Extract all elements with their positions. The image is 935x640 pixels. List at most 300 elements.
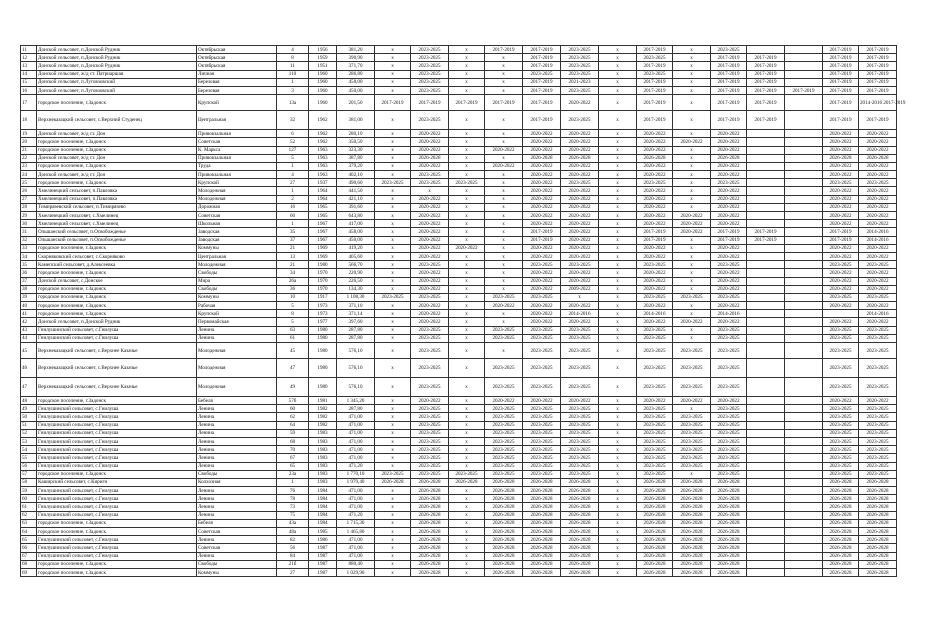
repair-period-cell: 2017-2019 <box>747 78 785 86</box>
repair-period-cell: х <box>449 130 485 138</box>
house-number-cell: 60 <box>277 212 309 220</box>
repair-period-cell: 2023-2025 <box>561 111 599 130</box>
house-number-cell: 62 <box>277 413 309 421</box>
repair-period-cell: 2026-2028 <box>637 536 673 544</box>
locality-cell: Верхнеказацкий сельсовет, с.Верхнее Казачье <box>37 378 197 397</box>
house-number-cell: 3 <box>277 86 309 94</box>
repair-period-cell: х <box>449 552 485 560</box>
repair-period-cell <box>747 470 785 478</box>
row-number-cell: 35 <box>21 261 37 269</box>
house-number-cell: 1 <box>277 78 309 86</box>
table-row <box>21 154 935 162</box>
house-number-cell: 84 <box>277 552 309 560</box>
repair-period-cell: 2026-2028 <box>711 544 747 552</box>
locality-cell: городское поселение, г.Задонск <box>37 528 197 536</box>
repair-period-cell <box>747 536 785 544</box>
street-cell: Молодежная <box>197 261 277 269</box>
repair-period-cell: 2026-2028 <box>637 552 673 560</box>
street-cell: Советская <box>197 212 277 220</box>
repair-period-cell: х <box>599 138 637 146</box>
row-number-cell: 62 <box>21 511 37 519</box>
repair-period-cell: 2017-2019 <box>747 62 785 70</box>
repair-period-cell: 2023-2025 <box>561 413 599 421</box>
repair-period-cell: 2023-2025 <box>485 359 523 378</box>
table-row <box>21 359 935 378</box>
table-row <box>21 130 935 138</box>
repair-period-cell: 2023-2025 <box>561 343 599 359</box>
area-cell: 220,90 <box>337 269 375 277</box>
repair-period-cell: 2020-2022 <box>637 138 673 146</box>
repair-period-cell: х <box>599 171 637 179</box>
repair-period-cell: 2020-2022 <box>673 138 711 146</box>
locality-cell: Верхнеказацкий сельсовет, с.Верхнее Казачье <box>37 343 197 359</box>
repair-period-cell: х <box>449 70 485 78</box>
repair-period-cell <box>785 203 823 211</box>
build-year-cell: 1967 <box>309 228 337 236</box>
repair-period-cell: х <box>375 437 411 445</box>
repair-period-cell: 2026-2028 <box>523 528 561 536</box>
area-cell: 201,50 <box>337 95 375 111</box>
repair-period-cell: 2020-2022 <box>449 244 485 252</box>
repair-period-cell: 2026-2028 <box>637 503 673 511</box>
repair-period-cell: 2026-2028 <box>523 519 561 527</box>
area-cell: 458,00 <box>337 228 375 236</box>
repair-period-cell <box>785 503 823 511</box>
table-row <box>21 261 935 269</box>
repair-period-cell: 2023-2025 <box>637 334 673 342</box>
row-number-cell: 37 <box>21 277 37 285</box>
table-row <box>21 220 935 228</box>
area-cell: 1 465,80 <box>337 528 375 536</box>
repair-period-cell: х <box>375 252 411 260</box>
area-cell: 471,00 <box>337 552 375 560</box>
locality-cell: Скорняковский сельсовет, с.Скорняково <box>37 252 197 260</box>
repair-period-cell: 2020-2022 <box>859 195 897 203</box>
repair-period-cell: 2020-2022 <box>711 195 747 203</box>
repair-period-cell: х <box>599 568 637 576</box>
house-number-cell: 57б <box>277 397 309 405</box>
repair-period-cell: 2020-2022 <box>637 203 673 211</box>
table-row <box>21 462 935 470</box>
repair-period-cell: х <box>673 326 711 334</box>
repair-period-cell: х <box>485 236 523 244</box>
area-cell: 323,30 <box>337 146 375 154</box>
repair-period-cell: 2026-2028 <box>523 154 561 162</box>
repair-period-cell: 2020-2022 <box>411 285 449 293</box>
repair-period-cell: 2026-2028 <box>411 487 449 495</box>
repair-period-cell: х <box>375 405 411 413</box>
repair-period-cell: 2026-2028 <box>823 519 859 527</box>
repair-period-cell <box>747 437 785 445</box>
repair-period-cell: 2023-2025 <box>673 429 711 437</box>
table-row <box>21 405 935 413</box>
locality-cell: городское поселение, г.Задонск <box>37 310 197 318</box>
build-year-cell: 1982 <box>309 421 337 429</box>
repair-period-cell: 2017-2019 <box>823 95 859 111</box>
repair-period-cell: 2026-2028 <box>673 519 711 527</box>
repair-period-cell: 2017-2019 <box>523 236 561 244</box>
table-row <box>21 46 935 54</box>
repair-period-cell: 2020-2022 <box>485 302 523 310</box>
locality-cell: городское поселение, г.Задонск <box>37 519 197 527</box>
area-cell: 450,00 <box>337 86 375 94</box>
build-year-cell: 1973 <box>309 310 337 318</box>
repair-period-cell: 2020-2022 <box>711 302 747 310</box>
repair-period-cell: 2026-2028 <box>523 487 561 495</box>
repair-period-cell: 2020-2022 <box>523 397 561 405</box>
repair-period-cell: 2026-2028 <box>823 511 859 519</box>
repair-period-cell: 2020-2022 <box>523 146 561 154</box>
repair-period-cell <box>823 310 859 318</box>
repair-period-cell: 2026-2028 <box>485 552 523 560</box>
street-cell: Труда <box>197 162 277 170</box>
repair-period-cell: 2017-2019 <box>823 54 859 62</box>
repair-period-cell <box>785 154 823 162</box>
street-cell: Привокзальная <box>197 130 277 138</box>
repair-period-cell: 2020-2022 <box>411 220 449 228</box>
repair-period-cell: 2023-2025 <box>411 62 449 70</box>
repair-period-cell <box>785 269 823 277</box>
locality-cell: Гнилушинский сельсовет, с.Гнилуша <box>37 487 197 495</box>
repair-period-cell <box>785 111 823 130</box>
build-year-cell: 1970 <box>309 285 337 293</box>
repair-period-cell: 2020-2022 <box>523 318 561 326</box>
street-cell: Октябрьская <box>197 54 277 62</box>
locality-cell: Гнилушинский сельсовет, с.Гнилуша <box>37 446 197 454</box>
repair-period-cell: х <box>449 228 485 236</box>
repair-period-cell: 2020-2022 <box>561 397 599 405</box>
table-row <box>21 470 935 478</box>
house-number-cell: 78 <box>277 495 309 503</box>
build-year-cell: 1967 <box>309 220 337 228</box>
repair-period-cell: х <box>599 212 637 220</box>
repair-period-cell: х <box>375 111 411 130</box>
repair-period-cell: 2026-2028 <box>823 154 859 162</box>
house-number-cell: 65 <box>277 462 309 470</box>
repair-period-cell: х <box>673 252 711 260</box>
street-cell: Ленина <box>197 495 277 503</box>
street-cell: Бебеля <box>197 519 277 527</box>
repair-period-cell: х <box>485 62 523 70</box>
repair-period-cell: 2020-2022 <box>859 285 897 293</box>
repair-period-cell: 2023-2025 <box>485 462 523 470</box>
repair-period-cell: 2014-2016 <box>859 310 897 318</box>
repair-period-cell: х <box>375 269 411 277</box>
repair-period-cell: х <box>673 154 711 162</box>
repair-period-cell: 2023-2025 <box>859 413 897 421</box>
repair-period-cell <box>785 171 823 179</box>
repair-period-cell: х <box>673 130 711 138</box>
repair-period-cell: х <box>449 86 485 94</box>
repair-period-cell: 2026-2028 <box>485 536 523 544</box>
repair-period-cell: 2017-2019 <box>711 62 747 70</box>
street-cell: Советская <box>197 138 277 146</box>
repair-period-cell: х <box>485 269 523 277</box>
repair-period-cell <box>747 318 785 326</box>
repair-period-cell: 2026-2028 <box>823 495 859 503</box>
repair-period-cell: 2020-2022 <box>523 310 561 318</box>
repair-period-cell: х <box>485 310 523 318</box>
locality-cell: городское поселение, г.Задонск <box>37 560 197 568</box>
repair-period-cell: 2023-2025 <box>485 429 523 437</box>
repair-period-cell: 2023-2025 <box>711 437 747 445</box>
repair-period-cell: 2026-2028 <box>823 552 859 560</box>
repair-period-cell: х <box>599 220 637 228</box>
house-number-cell: 1 <box>277 187 309 195</box>
repair-period-cell: 2023-2025 <box>411 111 449 130</box>
repair-period-cell: 2023-2025 <box>823 454 859 462</box>
street-cell: Крупской <box>197 179 277 187</box>
repair-period-cell: 2023-2025 <box>823 378 859 397</box>
repair-period-cell: 2020-2022 <box>859 244 897 252</box>
repair-period-cell: 2026-2028 <box>859 487 897 495</box>
repair-period-cell: х <box>599 318 637 326</box>
repair-period-cell: 2020-2022 <box>411 130 449 138</box>
repair-period-cell: 2023-2025 <box>485 334 523 342</box>
repair-period-cell: 2023-2025 <box>859 359 897 378</box>
repair-period-cell: 2023-2025 <box>711 359 747 378</box>
repair-period-cell: 2023-2025 <box>411 421 449 429</box>
repair-period-cell: х <box>485 54 523 62</box>
repair-period-cell: 2023-2025 <box>673 437 711 445</box>
repair-period-cell: 2026-2028 <box>375 478 411 486</box>
repair-period-cell: х <box>599 111 637 130</box>
repair-period-cell: х <box>449 277 485 285</box>
repair-period-cell: 2020-2022 <box>823 195 859 203</box>
house-number-cell: 110 <box>277 70 309 78</box>
repair-period-cell: х <box>375 162 411 170</box>
repair-period-cell: 2023-2025 <box>523 70 561 78</box>
repair-period-cell: 2017-2019 <box>823 62 859 70</box>
locality-cell: Верхнеказацкий сельсовет, с.Верхнее Казачье <box>37 359 197 378</box>
locality-cell: городское поселение, г.Задонск <box>37 179 197 187</box>
repair-period-cell: х <box>375 421 411 429</box>
repair-period-cell: х <box>375 130 411 138</box>
area-cell: 391,60 <box>337 203 375 211</box>
repair-period-cell: 2017-2019 <box>711 86 747 94</box>
repair-period-cell: 2023-2025 <box>485 378 523 397</box>
repair-period-cell: 2023-2025 <box>711 405 747 413</box>
house-number-cell: 45 <box>277 343 309 359</box>
repair-period-cell: х <box>599 503 637 511</box>
repair-period-cell: 2017-2019 <box>485 46 523 54</box>
build-year-cell: 1983 <box>309 478 337 486</box>
table-row <box>21 429 935 437</box>
table-row <box>21 478 935 486</box>
repair-period-cell: 2023-2025 <box>637 359 673 378</box>
street-cell: Привокзальная <box>197 154 277 162</box>
repair-period-cell: х <box>375 285 411 293</box>
repair-period-cell <box>785 552 823 560</box>
locality-cell: Каширский сельсовет, с.Кириги <box>37 478 197 486</box>
repair-period-cell: 2026-2028 <box>673 552 711 560</box>
repair-period-cell: 2023-2025 <box>411 293 449 301</box>
repair-period-cell: х <box>449 54 485 62</box>
repair-period-cell: 2020-2022 <box>411 318 449 326</box>
repair-period-cell: 2023-2025 <box>859 462 897 470</box>
repair-period-cell: 2023-2025 <box>561 462 599 470</box>
repair-period-cell: 2023-2025 <box>637 437 673 445</box>
locality-cell: Ольшанский сельсовет, п.Освобожденье <box>37 228 197 236</box>
row-number-cell: 59 <box>21 487 37 495</box>
repair-period-cell: х <box>449 429 485 437</box>
repair-period-cell: 2026-2028 <box>523 478 561 486</box>
repair-period-cell: х <box>485 86 523 94</box>
table-row <box>21 138 935 146</box>
repair-period-cell: 2017-2019 <box>637 78 673 86</box>
repair-period-cell: 2020-2022 <box>411 397 449 405</box>
repair-period-cell: х <box>599 334 637 342</box>
repair-period-cell: 2023-2025 <box>711 454 747 462</box>
repair-period-cell: 2023-2025 <box>375 293 411 301</box>
locality-cell: Донской сельсовет, ж/д ст. Дон <box>37 171 197 179</box>
build-year-cell: 1980 <box>309 343 337 359</box>
row-number-cell: 22 <box>21 154 37 162</box>
repair-period-cell: 2026-2028 <box>561 519 599 527</box>
repair-period-cell: х <box>449 171 485 179</box>
row-number-cell: 40 <box>21 302 37 310</box>
house-number-cell: 5 <box>277 318 309 326</box>
repair-period-cell: 2026-2028 <box>859 503 897 511</box>
table-row <box>21 212 935 220</box>
repair-period-cell: х <box>599 285 637 293</box>
repair-period-cell <box>747 269 785 277</box>
repair-period-cell: 2020-2022 <box>711 171 747 179</box>
build-year-cell: 1963 <box>309 154 337 162</box>
area-cell: 490,60 <box>337 179 375 187</box>
street-cell: Бебеля <box>197 397 277 405</box>
locality-cell: Гнилушинский сельсовет, с.Гнилуша <box>37 552 197 560</box>
repair-period-cell <box>785 454 823 462</box>
street-cell: Свободы <box>197 269 277 277</box>
repair-period-cell <box>747 519 785 527</box>
street-cell: Рабочая <box>197 302 277 310</box>
repair-period-cell: 2023-2025 <box>637 462 673 470</box>
repair-period-cell <box>747 203 785 211</box>
locality-cell: Ольшанский сельсовет, п.Освобожденье <box>37 236 197 244</box>
repair-period-cell: х <box>599 78 637 86</box>
repair-period-cell: 2017-2019 <box>523 95 561 111</box>
repair-period-cell: 2023-2025 <box>411 462 449 470</box>
repair-period-cell: 2014-2016 <box>859 236 897 244</box>
table-row <box>21 111 935 130</box>
repair-period-cell: х <box>449 519 485 527</box>
street-cell: Свободы <box>197 470 277 478</box>
area-cell: 421,10 <box>337 195 375 203</box>
table-row <box>21 437 935 445</box>
repair-period-cell <box>785 244 823 252</box>
repair-period-cell: х <box>375 462 411 470</box>
repair-period-cell: 2020-2022 <box>859 277 897 285</box>
repair-period-cell: 2023-2025 <box>823 437 859 445</box>
repair-period-cell: 2023-2025 <box>711 179 747 187</box>
repair-period-cell: 2026-2028 <box>523 511 561 519</box>
repair-period-cell: х <box>411 187 449 195</box>
repair-period-cell <box>785 326 823 334</box>
repair-period-cell: 2020-2022 <box>523 187 561 195</box>
locality-cell: Гнилушинский сельсовет, с.Гнилуша <box>37 437 197 445</box>
repair-period-cell: 2020-2022 <box>859 302 897 310</box>
table-row <box>21 378 935 397</box>
locality-cell: Гнилушинский сельсовет, с.Гнилуша <box>37 405 197 413</box>
repair-period-cell: х <box>599 470 637 478</box>
repair-period-cell: 2023-2025 <box>411 446 449 454</box>
repair-period-cell: 2020-2022 <box>523 195 561 203</box>
repair-period-cell: 2026-2028 <box>637 544 673 552</box>
house-number-cell: 73 <box>277 503 309 511</box>
repair-period-cell: х <box>375 378 411 397</box>
repair-period-cell <box>747 220 785 228</box>
repair-period-cell: х <box>673 302 711 310</box>
repair-period-cell: 2020-2022 <box>859 138 897 146</box>
locality-cell: Донской сельсовет, ж/д ст. Дон <box>37 154 197 162</box>
table-row <box>21 293 935 301</box>
repair-period-cell: 2020-2022 <box>823 285 859 293</box>
repair-period-cell: 2020-2022 <box>859 220 897 228</box>
repair-period-cell <box>747 378 785 397</box>
repair-period-cell: 2020-2022 <box>411 195 449 203</box>
row-number-cell: 46 <box>21 359 37 378</box>
repair-period-cell: 2023-2025 <box>485 470 523 478</box>
repair-period-cell <box>785 560 823 568</box>
table-row <box>21 187 935 195</box>
house-number-cell: 67 <box>277 454 309 462</box>
repair-period-cell: 2023-2025 <box>859 334 897 342</box>
house-number-cell: 35 <box>277 228 309 236</box>
repair-period-cell: 2017-2019 <box>747 70 785 78</box>
house-number-cell: 70 <box>277 446 309 454</box>
repair-period-cell: х <box>485 154 523 162</box>
repair-period-cell: 2020-2022 <box>411 269 449 277</box>
repair-period-cell <box>785 78 823 86</box>
repair-period-cell: 2020-2022 <box>561 252 599 260</box>
repair-period-cell: 2023-2025 <box>673 446 711 454</box>
repair-period-cell: 2017-2019 <box>449 95 485 111</box>
locality-cell: Гнилушинский сельсовет, с.Гнилуша <box>37 536 197 544</box>
area-cell: 471,00 <box>337 413 375 421</box>
repair-period-cell: 2020-2022 <box>523 130 561 138</box>
repair-period-cell <box>747 302 785 310</box>
repair-period-cell: 2017-2019 <box>523 62 561 70</box>
repair-period-cell: 2023-2025 <box>375 470 411 478</box>
area-cell: 371,14 <box>337 310 375 318</box>
repair-period-cell: х <box>449 162 485 170</box>
repair-period-cell: 2026-2028 <box>411 552 449 560</box>
repair-period-cell: 2020-2022 <box>823 130 859 138</box>
repair-period-cell: х <box>485 111 523 130</box>
repair-period-cell <box>785 318 823 326</box>
table-row <box>21 62 935 70</box>
repair-period-cell: 2023-2025 <box>561 46 599 54</box>
repair-period-cell: х <box>375 212 411 220</box>
repair-period-cell: 2017-2019 <box>747 236 785 244</box>
build-year-cell: 1984 <box>309 503 337 511</box>
street-cell: Молодежная <box>197 343 277 359</box>
area-cell: 471,00 <box>337 421 375 429</box>
repair-period-cell: 2026-2028 <box>561 544 599 552</box>
locality-cell: городское поселение, г.Задонск <box>37 269 197 277</box>
area-cell: 381,00 <box>337 111 375 130</box>
repair-period-cell: 2017-2019 <box>747 228 785 236</box>
repair-period-cell: 2023-2025 <box>637 421 673 429</box>
repair-period-cell <box>747 421 785 429</box>
repair-period-cell: х <box>375 62 411 70</box>
repair-period-cell: 2020-2022 <box>859 269 897 277</box>
area-cell: 450,00 <box>337 236 375 244</box>
repair-period-cell: 2017-2019 <box>823 78 859 86</box>
locality-cell: городское поселение, г.Задонск <box>37 146 197 154</box>
repair-period-cell: 2017-2019 <box>859 111 897 130</box>
